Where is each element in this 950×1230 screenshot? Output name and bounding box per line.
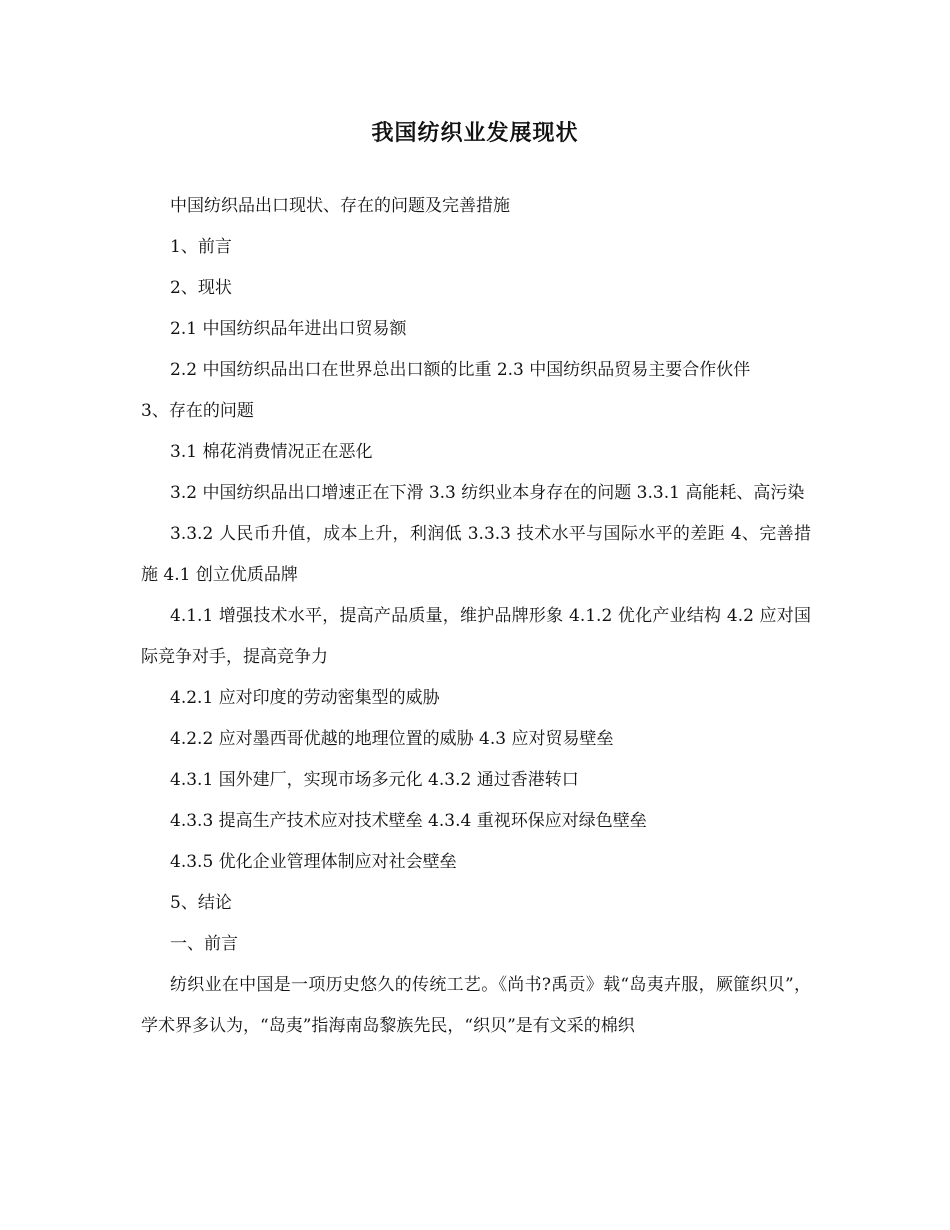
toc-item: 4.2.1 应对印度的劳动密集型的威胁 [170,688,440,708]
toc-item: 4.2.2 应对墨西哥优越的地理位置的威胁 4.3 应对贸易壁垒 [170,729,614,749]
document-body [141,186,811,1047]
toc-item: 3.2 中国纺织品出口增速正在下滑 3.3 纺织业本身存在的问题 3.3.1 高能耗、高污染 [170,483,805,503]
toc-item: 4.3.1 国外建厂，实现市场多元化 4.3.2 通过香港转口 [170,770,579,790]
toc-item: 4.3.3 提高生产技术应对技术壁垒 4.3.4 重视环保应对绿色壁垒 [170,811,647,831]
toc-item: 2.1 中国纺织品年进出口贸易额 [170,319,407,339]
toc-item: 1、前言 [170,237,232,257]
section-heading: 一、前言 [170,934,238,954]
toc-item: 2.2 中国纺织品出口在世界总出口额的比重 2.3 中国纺织品贸易主要合作伙伴 [170,360,751,380]
body-paragraph: 纺织业在中国是一项历史悠久的传统工艺。《尚书?禹贡》载“岛夷卉服，厥篚织贝”，学术界多认为，“岛夷”指海南岛黎族先民，“织贝”是有文采的棉织 [141,975,811,1036]
document-title: 我国纺织业发展现状 [371,120,579,146]
toc-item: 3、存在的问题 [141,401,254,421]
toc-item: 4.3.5 优化企业管理体制应对社会壁垒 [170,852,457,872]
paragraph-subtitle: 中国纺织品出口现状、存在的问题及完善措施 [170,196,510,216]
toc-item: 3.3.2 人民币升值，成本上升，利润低 3.3.3 技术水平与国际水平的差距 4、完善措施 4.1 创立优质品牌 [141,524,811,585]
toc-item: 5、结论 [170,893,232,913]
toc-item: 3.1 棉花消费情况正在恶化 [170,442,373,462]
toc-item: 4.1.1 增强技术水平，提高产品质量，维护品牌形象 4.1.2 优化产业结构 4.2 应对国际竞争对手，提高竞争力 [141,606,811,667]
toc-item: 2、现状 [170,278,232,298]
